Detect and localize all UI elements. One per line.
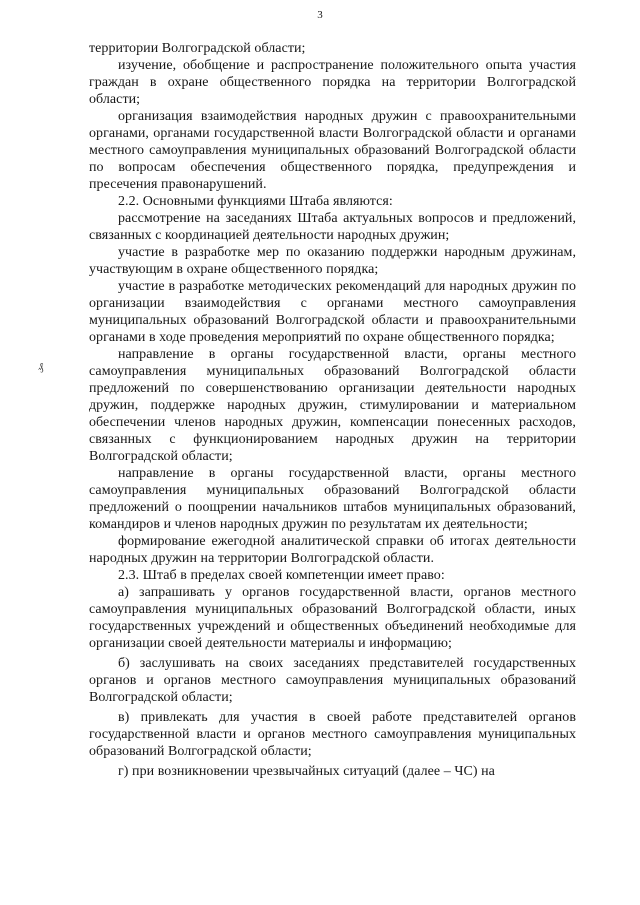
margin-mark: ₰ xyxy=(38,361,44,373)
paragraph-function-proposals: направление в органы государственной власти, органы местного самоуправления муниципальных образований Волгоградской области предложений по совершенствованию организации деятельности народных дружин, поддержке народных дружин, стимулировании и материальном обеспечении членов народных дружин, компенсации понесенных расходов, связанных с функционированием народных дружин на территории Волгоградской области; xyxy=(89,347,576,464)
paragraph-function-report: формирование ежегодной аналитической справки об итогах деятельности народных дружин на территории Волгоградской области. xyxy=(89,534,576,566)
paragraph-function-support: участие в разработке мер по оказанию поддержки народным дружинам, участвующим в охране общественного порядка; xyxy=(89,245,576,277)
section-heading-2-3: 2.3. Штаб в пределах своей компетенции имеет право: xyxy=(118,568,445,583)
paragraph-function-awards: направление в органы государственной власти, органы местного самоуправления муниципальных образований Волгоградской области предложений о поощрении начальников штабов муниципальных образований, командиров и членов народных дружин по результатам их деятельности; xyxy=(89,466,576,532)
page-number: 3 xyxy=(317,9,323,21)
document-body xyxy=(89,40,576,780)
paragraph-right-a: а) запрашивать у органов государственной власти, органов местного самоуправления муниципальных образований Волгоградской области, иных государственных учреждений и общественных объединений необходимые для организации своей деятельности материалы и информацию; xyxy=(89,585,576,651)
paragraph-right-d: г) при возникновении чрезвычайных ситуаций (далее – ЧС) на xyxy=(118,764,495,779)
paragraph-function-review: рассмотрение на заседаниях Штаба актуальных вопросов и предложений, связанных с координацией деятельности народных дружин; xyxy=(89,211,576,243)
paragraph-study-experience: изучение, обобщение и распространение положительного опыта участия граждан в охране общественного порядка на территории Волгоградской области; xyxy=(89,58,576,107)
section-heading-2-2: 2.2. Основными функциями Штаба являются: xyxy=(118,194,393,209)
paragraph-territory: территории Волгоградской области; xyxy=(89,41,306,56)
paragraph-right-c: в) привлекать для участия в своей работе представителей органов государственной власти и органов местного самоуправления муниципальных образований Волгоградской области; xyxy=(89,710,576,759)
paragraph-function-methods: участие в разработке методических рекомендаций для народных дружин по организации взаимодействия с органами местного самоуправления муниципальных образований Волгоградской области и правоохранительными органами в ходе проведения мероприятий по охране общественного порядка; xyxy=(89,279,576,345)
paragraph-right-b: б) заслушивать на своих заседаниях представителей государственных органов и органов местного самоуправления муниципальных образований Волгоградской области; xyxy=(89,656,576,705)
paragraph-organization-interaction: организация взаимодействия народных дружин с правоохранительными органами, органами государственной власти Волгоградской области и органами местного самоуправления муниципальных образований Волгоградской области по вопросам обеспечения общественного порядка, предупреждения и пресечения правонарушений. xyxy=(89,109,576,192)
